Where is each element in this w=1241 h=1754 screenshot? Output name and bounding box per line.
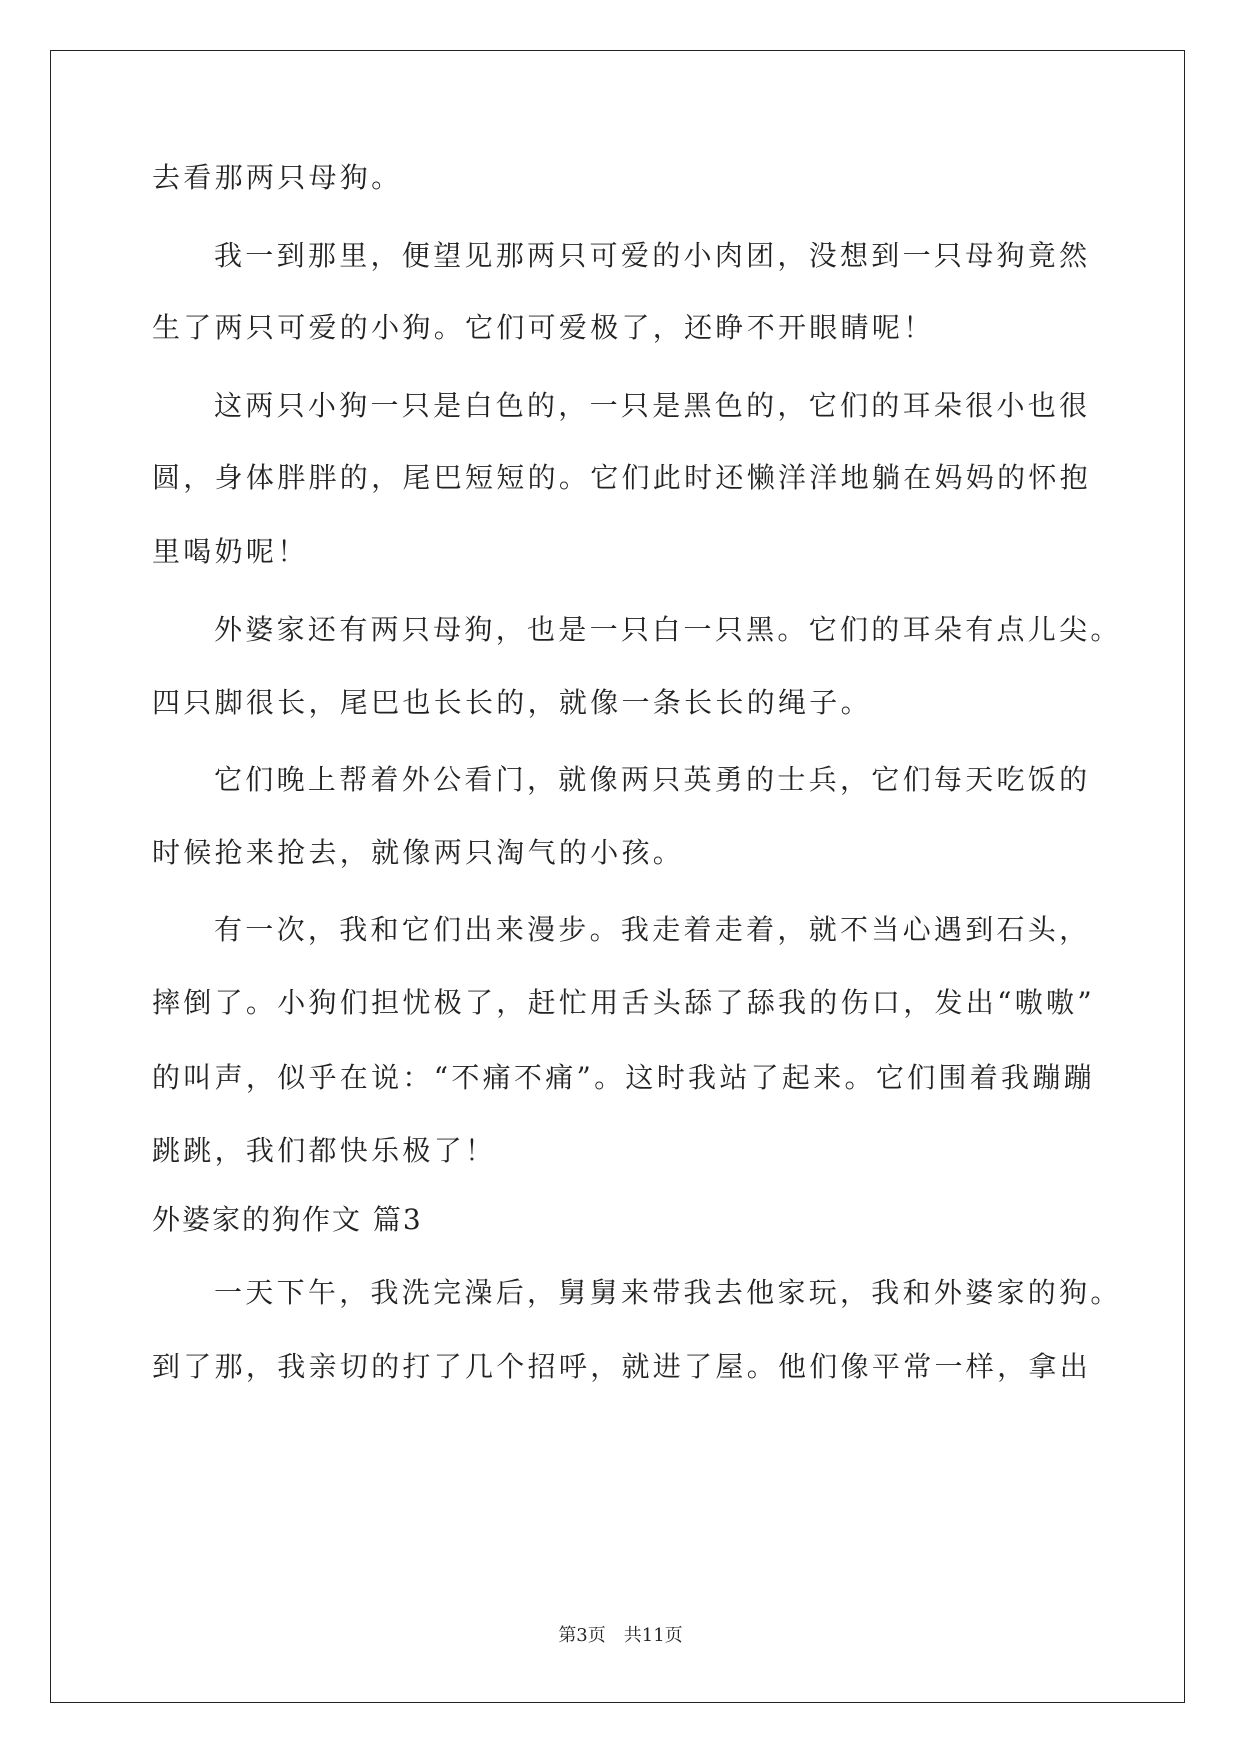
text-line: 到了那，我亲切的打了几个招呼，就进了屋。他们像平常一样，拿出 <box>152 1350 1092 1383</box>
section-title: 外婆家的狗作文 篇3 <box>152 1203 423 1236</box>
text-line: 一天下午，我洗完澡后，舅舅来带我去他家玩，我和外婆家的狗。 <box>214 1276 1122 1309</box>
text-line: 它们晚上帮着外公看门，就像两只英勇的士兵，它们每天吃饭的 <box>214 763 1091 796</box>
text-line: 这两只小狗一只是白色的，一只是黑色的，它们的耳朵很小也很 <box>214 389 1091 422</box>
page-total: 共11页 <box>623 1625 683 1646</box>
text-line: 里喝奶呢！ <box>152 535 309 568</box>
text-line: 生了两只可爱的小狗。它们可爱极了，还睁不开眼睛呢！ <box>152 311 935 344</box>
text-line: 圆，身体胖胖的，尾巴短短的。它们此时还懒洋洋地躺在妈妈的怀抱 <box>152 461 1092 494</box>
text-line: 时候抢来抢去，就像两只淘气的小孩。 <box>152 836 685 869</box>
page-footer <box>0 1621 1241 1647</box>
text-line: 的叫声，似乎在说：“不痛不痛”。这时我站了起来。它们围着我蹦蹦 <box>152 1061 1095 1094</box>
page-border <box>50 50 1185 1703</box>
text-line: 四只脚很长，尾巴也长长的，就像一条长长的绳子。 <box>152 686 872 719</box>
text-line: 外婆家还有两只母狗，也是一只白一只黑。它们的耳朵有点儿尖。 <box>214 613 1122 646</box>
text-line: 摔倒了。小狗们担忧极了，赶忙用舌头舔了舔我的伤口，发出“嗷嗷” <box>152 986 1095 1019</box>
text-line: 有一次，我和它们出来漫步。我走着走着，就不当心遇到石头， <box>214 913 1091 946</box>
text-line: 跳跳，我们都快乐极了！ <box>152 1134 497 1167</box>
text-line: 去看那两只母狗。 <box>152 161 403 194</box>
text-line: 我一到那里，便望见那两只可爱的小肉团，没想到一只母狗竟然 <box>214 239 1091 272</box>
page-number: 第3页 <box>558 1625 606 1646</box>
